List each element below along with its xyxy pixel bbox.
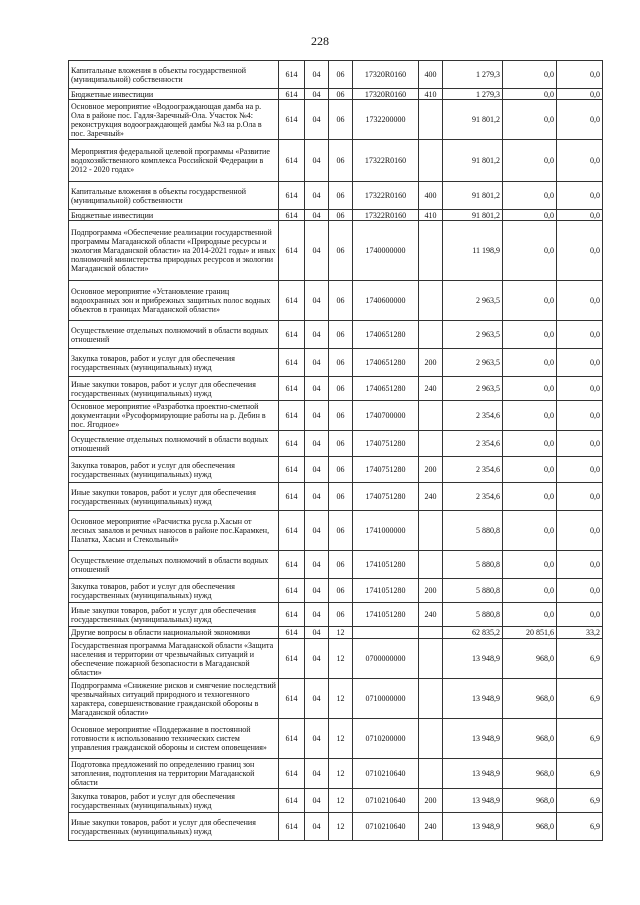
table-row xyxy=(69,603,603,627)
amount-total-cell: 91 801,2 xyxy=(443,140,503,182)
department-code-cell: 614 xyxy=(279,719,305,759)
amount-federal-cell: 0,0 xyxy=(503,140,557,182)
target-article-cell: 1740700000 xyxy=(353,401,419,431)
department-code-cell: 614 xyxy=(279,511,305,551)
expense-type-cell xyxy=(419,719,443,759)
subsection-code-cell: 06 xyxy=(329,100,353,140)
amount-share-cell: 6,9 xyxy=(557,679,603,719)
department-code-cell: 614 xyxy=(279,679,305,719)
department-code-cell: 614 xyxy=(279,431,305,457)
amount-share-cell: 0,0 xyxy=(557,61,603,89)
table-row xyxy=(69,401,603,431)
table-row xyxy=(69,182,603,210)
subsection-code-cell: 12 xyxy=(329,719,353,759)
section-code-cell: 04 xyxy=(305,210,329,221)
expense-type-cell: 200 xyxy=(419,579,443,603)
amount-federal-cell: 0,0 xyxy=(503,210,557,221)
target-article-cell: 0710200000 xyxy=(353,719,419,759)
target-article-cell xyxy=(353,627,419,639)
amount-share-cell: 0,0 xyxy=(557,89,603,100)
expense-type-cell: 240 xyxy=(419,377,443,401)
amount-federal-cell: 0,0 xyxy=(503,377,557,401)
department-code-cell: 614 xyxy=(279,377,305,401)
row-name-cell: Закупка товаров, работ и услуг для обеспечения государственных (муниципальных) нужд xyxy=(69,349,279,377)
target-article-cell: 1732200000 xyxy=(353,100,419,140)
row-name-cell: Основное мероприятие «Разработка проектно-сметной документации «Русоформирующие работы на р. Дебин в пос. Ягодное» xyxy=(69,401,279,431)
section-code-cell: 04 xyxy=(305,759,329,789)
target-article-cell: 0710210640 xyxy=(353,759,419,789)
target-article-cell: 0710210640 xyxy=(353,813,419,841)
row-name-cell: Осуществление отдельных полномочий в области водных отношений xyxy=(69,321,279,349)
section-code-cell: 04 xyxy=(305,281,329,321)
row-name-cell: Закупка товаров, работ и услуг для обеспечения государственных (муниципальных) нужд xyxy=(69,789,279,813)
amount-federal-cell: 0,0 xyxy=(503,579,557,603)
amount-federal-cell: 0,0 xyxy=(503,182,557,210)
amount-share-cell: 0,0 xyxy=(557,281,603,321)
row-name-cell: Основное мероприятие «Установление границ водоохранных зон и прибрежных защитных полос водных объектов в границах Магаданской области» xyxy=(69,281,279,321)
expense-type-cell: 400 xyxy=(419,61,443,89)
table-row xyxy=(69,349,603,377)
department-code-cell: 614 xyxy=(279,100,305,140)
amount-total-cell: 2 963,5 xyxy=(443,349,503,377)
amount-federal-cell: 968,0 xyxy=(503,789,557,813)
amount-share-cell: 0,0 xyxy=(557,100,603,140)
subsection-code-cell: 06 xyxy=(329,281,353,321)
expense-type-cell xyxy=(419,679,443,719)
amount-total-cell: 2 963,5 xyxy=(443,377,503,401)
table-row xyxy=(69,719,603,759)
amount-federal-cell: 0,0 xyxy=(503,281,557,321)
department-code-cell: 614 xyxy=(279,483,305,511)
amount-share-cell: 0,0 xyxy=(557,140,603,182)
expense-type-cell xyxy=(419,431,443,457)
target-article-cell: 17322R0160 xyxy=(353,210,419,221)
department-code-cell: 614 xyxy=(279,789,305,813)
table-row xyxy=(69,140,603,182)
amount-total-cell: 13 948,9 xyxy=(443,813,503,841)
section-code-cell: 04 xyxy=(305,579,329,603)
row-name-cell: Иные закупки товаров, работ и услуг для обеспечения государственных (муниципальных) нужд xyxy=(69,603,279,627)
amount-federal-cell: 20 851,6 xyxy=(503,627,557,639)
amount-total-cell: 2 354,6 xyxy=(443,483,503,511)
budget-table xyxy=(68,60,603,841)
section-code-cell: 04 xyxy=(305,431,329,457)
subsection-code-cell: 06 xyxy=(329,321,353,349)
amount-federal-cell: 968,0 xyxy=(503,719,557,759)
target-article-cell: 1740600000 xyxy=(353,281,419,321)
section-code-cell: 04 xyxy=(305,321,329,349)
expense-type-cell: 410 xyxy=(419,89,443,100)
subsection-code-cell: 12 xyxy=(329,627,353,639)
amount-share-cell: 0,0 xyxy=(557,511,603,551)
amount-share-cell: 0,0 xyxy=(557,401,603,431)
expense-type-cell xyxy=(419,551,443,579)
target-article-cell: 1741051280 xyxy=(353,603,419,627)
section-code-cell: 04 xyxy=(305,511,329,551)
target-article-cell: 1741051280 xyxy=(353,551,419,579)
department-code-cell: 614 xyxy=(279,759,305,789)
target-article-cell: 17320R0160 xyxy=(353,61,419,89)
amount-total-cell: 91 801,2 xyxy=(443,100,503,140)
row-name-cell: Другие вопросы в области национальной экономики xyxy=(69,627,279,639)
department-code-cell: 614 xyxy=(279,603,305,627)
amount-share-cell: 0,0 xyxy=(557,603,603,627)
subsection-code-cell: 06 xyxy=(329,377,353,401)
amount-share-cell: 6,9 xyxy=(557,719,603,759)
department-code-cell: 614 xyxy=(279,61,305,89)
section-code-cell: 04 xyxy=(305,603,329,627)
amount-total-cell: 5 880,8 xyxy=(443,603,503,627)
expense-type-cell: 410 xyxy=(419,210,443,221)
expense-type-cell xyxy=(419,639,443,679)
row-name-cell: Подпрограмма «Снижение рисков и смягчение последствий чрезвычайных ситуаций природного и техногенного характера, совершенствование гражданской обороны в Магаданской области» xyxy=(69,679,279,719)
amount-federal-cell: 968,0 xyxy=(503,813,557,841)
amount-share-cell: 6,9 xyxy=(557,759,603,789)
amount-total-cell: 11 198,9 xyxy=(443,221,503,281)
table-row xyxy=(69,61,603,89)
amount-total-cell: 5 880,8 xyxy=(443,511,503,551)
expense-type-cell: 400 xyxy=(419,182,443,210)
row-name-cell: Капитальные вложения в объекты государственной (муниципальной) собственности xyxy=(69,182,279,210)
department-code-cell: 614 xyxy=(279,221,305,281)
amount-share-cell: 0,0 xyxy=(557,321,603,349)
section-code-cell: 04 xyxy=(305,483,329,511)
amount-share-cell: 0,0 xyxy=(557,182,603,210)
amount-total-cell: 5 880,8 xyxy=(443,551,503,579)
section-code-cell: 04 xyxy=(305,401,329,431)
subsection-code-cell: 06 xyxy=(329,457,353,483)
amount-federal-cell: 0,0 xyxy=(503,457,557,483)
subsection-code-cell: 06 xyxy=(329,401,353,431)
amount-total-cell: 13 948,9 xyxy=(443,639,503,679)
row-name-cell: Основное мероприятие «Поддержание в постоянной готовности к использованию технических систем управления гражданской обороны и систем оповещения» xyxy=(69,719,279,759)
section-code-cell: 04 xyxy=(305,551,329,579)
amount-share-cell: 6,9 xyxy=(557,639,603,679)
row-name-cell: Осуществление отдельных полномочий в области водных отношений xyxy=(69,551,279,579)
table-row xyxy=(69,457,603,483)
amount-total-cell: 91 801,2 xyxy=(443,182,503,210)
table-row xyxy=(69,100,603,140)
subsection-code-cell: 06 xyxy=(329,140,353,182)
subsection-code-cell: 06 xyxy=(329,483,353,511)
table-row xyxy=(69,89,603,100)
amount-share-cell: 0,0 xyxy=(557,431,603,457)
expense-type-cell: 240 xyxy=(419,603,443,627)
amount-total-cell: 13 948,9 xyxy=(443,679,503,719)
expense-type-cell xyxy=(419,627,443,639)
amount-share-cell: 0,0 xyxy=(557,483,603,511)
target-article-cell: 17322R0160 xyxy=(353,140,419,182)
target-article-cell: 1740751280 xyxy=(353,431,419,457)
table-body xyxy=(69,61,603,841)
row-name-cell: Бюджетные инвестиции xyxy=(69,210,279,221)
amount-total-cell: 1 279,3 xyxy=(443,89,503,100)
amount-total-cell: 91 801,2 xyxy=(443,210,503,221)
table-row xyxy=(69,431,603,457)
subsection-code-cell: 12 xyxy=(329,813,353,841)
target-article-cell: 1740651280 xyxy=(353,349,419,377)
amount-federal-cell: 0,0 xyxy=(503,401,557,431)
section-code-cell: 04 xyxy=(305,813,329,841)
amount-federal-cell: 0,0 xyxy=(503,321,557,349)
amount-federal-cell: 0,0 xyxy=(503,483,557,511)
table-row xyxy=(69,679,603,719)
row-name-cell: Закупка товаров, работ и услуг для обеспечения государственных (муниципальных) нужд xyxy=(69,457,279,483)
section-code-cell: 04 xyxy=(305,789,329,813)
expense-type-cell xyxy=(419,100,443,140)
amount-total-cell: 2 354,6 xyxy=(443,431,503,457)
expense-type-cell xyxy=(419,511,443,551)
target-article-cell: 1740000000 xyxy=(353,221,419,281)
row-name-cell: Капитальные вложения в объекты государственной (муниципальной) собственности xyxy=(69,61,279,89)
table-row xyxy=(69,321,603,349)
amount-total-cell: 2 354,6 xyxy=(443,457,503,483)
table-row xyxy=(69,579,603,603)
amount-share-cell: 6,9 xyxy=(557,789,603,813)
subsection-code-cell: 12 xyxy=(329,759,353,789)
section-code-cell: 04 xyxy=(305,349,329,377)
table-row xyxy=(69,551,603,579)
row-name-cell: Бюджетные инвестиции xyxy=(69,89,279,100)
table-row xyxy=(69,759,603,789)
department-code-cell: 614 xyxy=(279,321,305,349)
row-name-cell: Подготовка предложений по определению границ зон затопления, подтопления на территории Магаданской области xyxy=(69,759,279,789)
subsection-code-cell: 06 xyxy=(329,182,353,210)
amount-total-cell: 13 948,9 xyxy=(443,719,503,759)
amount-share-cell: 0,0 xyxy=(557,457,603,483)
amount-total-cell: 13 948,9 xyxy=(443,759,503,789)
table-row xyxy=(69,377,603,401)
table-row xyxy=(69,789,603,813)
amount-share-cell: 0,0 xyxy=(557,377,603,401)
page-number: 228 xyxy=(311,34,329,48)
target-article-cell: 0700000000 xyxy=(353,639,419,679)
expense-type-cell: 240 xyxy=(419,483,443,511)
amount-federal-cell: 0,0 xyxy=(503,551,557,579)
table-row xyxy=(69,511,603,551)
expense-type-cell: 200 xyxy=(419,789,443,813)
amount-total-cell: 1 279,3 xyxy=(443,61,503,89)
target-article-cell: 1740651280 xyxy=(353,377,419,401)
row-name-cell: Осуществление отдельных полномочий в области водных отношений xyxy=(69,431,279,457)
amount-federal-cell: 0,0 xyxy=(503,511,557,551)
target-article-cell: 1740651280 xyxy=(353,321,419,349)
target-article-cell: 1741051280 xyxy=(353,579,419,603)
section-code-cell: 04 xyxy=(305,182,329,210)
amount-total-cell: 62 835,2 xyxy=(443,627,503,639)
amount-federal-cell: 0,0 xyxy=(503,61,557,89)
amount-share-cell: 0,0 xyxy=(557,221,603,281)
row-name-cell: Основное мероприятие «Водоограждающая дамба на р. Ола в районе пос. Гадля-Заречный-Ола. Участок №4: реконструкция водоограждающей дамбы №3 на р.Ола в пос. Заречный» xyxy=(69,100,279,140)
department-code-cell: 614 xyxy=(279,349,305,377)
subsection-code-cell: 06 xyxy=(329,551,353,579)
row-name-cell: Основное мероприятие «Расчистка русла р.Хасын от лесных завалов и речных наносов в районе пос.Карамкен, Палатка, Хасын и Стекольный» xyxy=(69,511,279,551)
amount-total-cell: 2 963,5 xyxy=(443,281,503,321)
section-code-cell: 04 xyxy=(305,457,329,483)
amount-federal-cell: 968,0 xyxy=(503,639,557,679)
amount-share-cell: 0,0 xyxy=(557,551,603,579)
subsection-code-cell: 12 xyxy=(329,639,353,679)
row-name-cell: Закупка товаров, работ и услуг для обеспечения государственных (муниципальных) нужд xyxy=(69,579,279,603)
expense-type-cell xyxy=(419,221,443,281)
target-article-cell: 0710210640 xyxy=(353,789,419,813)
department-code-cell: 614 xyxy=(279,813,305,841)
amount-share-cell: 6,9 xyxy=(557,813,603,841)
section-code-cell: 04 xyxy=(305,61,329,89)
section-code-cell: 04 xyxy=(305,679,329,719)
subsection-code-cell: 06 xyxy=(329,511,353,551)
row-name-cell: Иные закупки товаров, работ и услуг для обеспечения государственных (муниципальных) нужд xyxy=(69,813,279,841)
department-code-cell: 614 xyxy=(279,639,305,679)
row-name-cell: Иные закупки товаров, работ и услуг для обеспечения государственных (муниципальных) нужд xyxy=(69,483,279,511)
table-row xyxy=(69,483,603,511)
department-code-cell: 614 xyxy=(279,89,305,100)
table-row xyxy=(69,639,603,679)
amount-share-cell: 33,2 xyxy=(557,627,603,639)
amount-federal-cell: 0,0 xyxy=(503,100,557,140)
amount-federal-cell: 968,0 xyxy=(503,759,557,789)
department-code-cell: 614 xyxy=(279,281,305,321)
amount-total-cell: 5 880,8 xyxy=(443,579,503,603)
target-article-cell: 1740751280 xyxy=(353,457,419,483)
table-row xyxy=(69,281,603,321)
subsection-code-cell: 06 xyxy=(329,210,353,221)
expense-type-cell xyxy=(419,401,443,431)
department-code-cell: 614 xyxy=(279,401,305,431)
target-article-cell: 0710000000 xyxy=(353,679,419,719)
department-code-cell: 614 xyxy=(279,457,305,483)
section-code-cell: 04 xyxy=(305,100,329,140)
amount-share-cell: 0,0 xyxy=(557,210,603,221)
department-code-cell: 614 xyxy=(279,182,305,210)
section-code-cell: 04 xyxy=(305,140,329,182)
section-code-cell: 04 xyxy=(305,221,329,281)
department-code-cell: 614 xyxy=(279,627,305,639)
target-article-cell: 1741000000 xyxy=(353,511,419,551)
table-row xyxy=(69,627,603,639)
section-code-cell: 04 xyxy=(305,377,329,401)
amount-federal-cell: 0,0 xyxy=(503,349,557,377)
department-code-cell: 614 xyxy=(279,140,305,182)
expense-type-cell: 240 xyxy=(419,813,443,841)
expense-type-cell xyxy=(419,140,443,182)
subsection-code-cell: 12 xyxy=(329,679,353,719)
row-name-cell: Государственная программа Магаданской области «Защита населения и территории от чрезвычайных ситуаций и обеспечение пожарной безопасности в Магаданской области» xyxy=(69,639,279,679)
table-row xyxy=(69,221,603,281)
subsection-code-cell: 12 xyxy=(329,789,353,813)
row-name-cell: Мероприятия федеральной целевой программы «Развитие водохозяйственного комплекса Российской Федерации в 2012 - 2020 годах» xyxy=(69,140,279,182)
amount-federal-cell: 0,0 xyxy=(503,221,557,281)
expense-type-cell xyxy=(419,281,443,321)
subsection-code-cell: 06 xyxy=(329,579,353,603)
target-article-cell: 1740751280 xyxy=(353,483,419,511)
amount-federal-cell: 968,0 xyxy=(503,679,557,719)
row-name-cell: Подпрограмма «Обеспечение реализации государственной программы Магаданской области «Природные ресурсы и экология Магаданской области» на 2014-2021 годы» и иных полномочий министерства природных ресурсов и экологии Магаданской области» xyxy=(69,221,279,281)
department-code-cell: 614 xyxy=(279,551,305,579)
expense-type-cell: 200 xyxy=(419,349,443,377)
amount-total-cell: 2 354,6 xyxy=(443,401,503,431)
amount-share-cell: 0,0 xyxy=(557,349,603,377)
amount-share-cell: 0,0 xyxy=(557,579,603,603)
subsection-code-cell: 06 xyxy=(329,603,353,627)
amount-federal-cell: 0,0 xyxy=(503,89,557,100)
section-code-cell: 04 xyxy=(305,719,329,759)
amount-federal-cell: 0,0 xyxy=(503,431,557,457)
table-row xyxy=(69,210,603,221)
table-row xyxy=(69,813,603,841)
amount-total-cell: 13 948,9 xyxy=(443,789,503,813)
department-code-cell: 614 xyxy=(279,210,305,221)
expense-type-cell xyxy=(419,321,443,349)
subsection-code-cell: 06 xyxy=(329,431,353,457)
section-code-cell: 04 xyxy=(305,639,329,679)
subsection-code-cell: 06 xyxy=(329,221,353,281)
expense-type-cell xyxy=(419,759,443,789)
row-name-cell: Иные закупки товаров, работ и услуг для обеспечения государственных (муниципальных) нужд xyxy=(69,377,279,401)
section-code-cell: 04 xyxy=(305,89,329,100)
subsection-code-cell: 06 xyxy=(329,89,353,100)
expense-type-cell: 200 xyxy=(419,457,443,483)
section-code-cell: 04 xyxy=(305,627,329,639)
department-code-cell: 614 xyxy=(279,579,305,603)
subsection-code-cell: 06 xyxy=(329,61,353,89)
amount-federal-cell: 0,0 xyxy=(503,603,557,627)
subsection-code-cell: 06 xyxy=(329,349,353,377)
amount-total-cell: 2 963,5 xyxy=(443,321,503,349)
target-article-cell: 17322R0160 xyxy=(353,182,419,210)
target-article-cell: 17320R0160 xyxy=(353,89,419,100)
